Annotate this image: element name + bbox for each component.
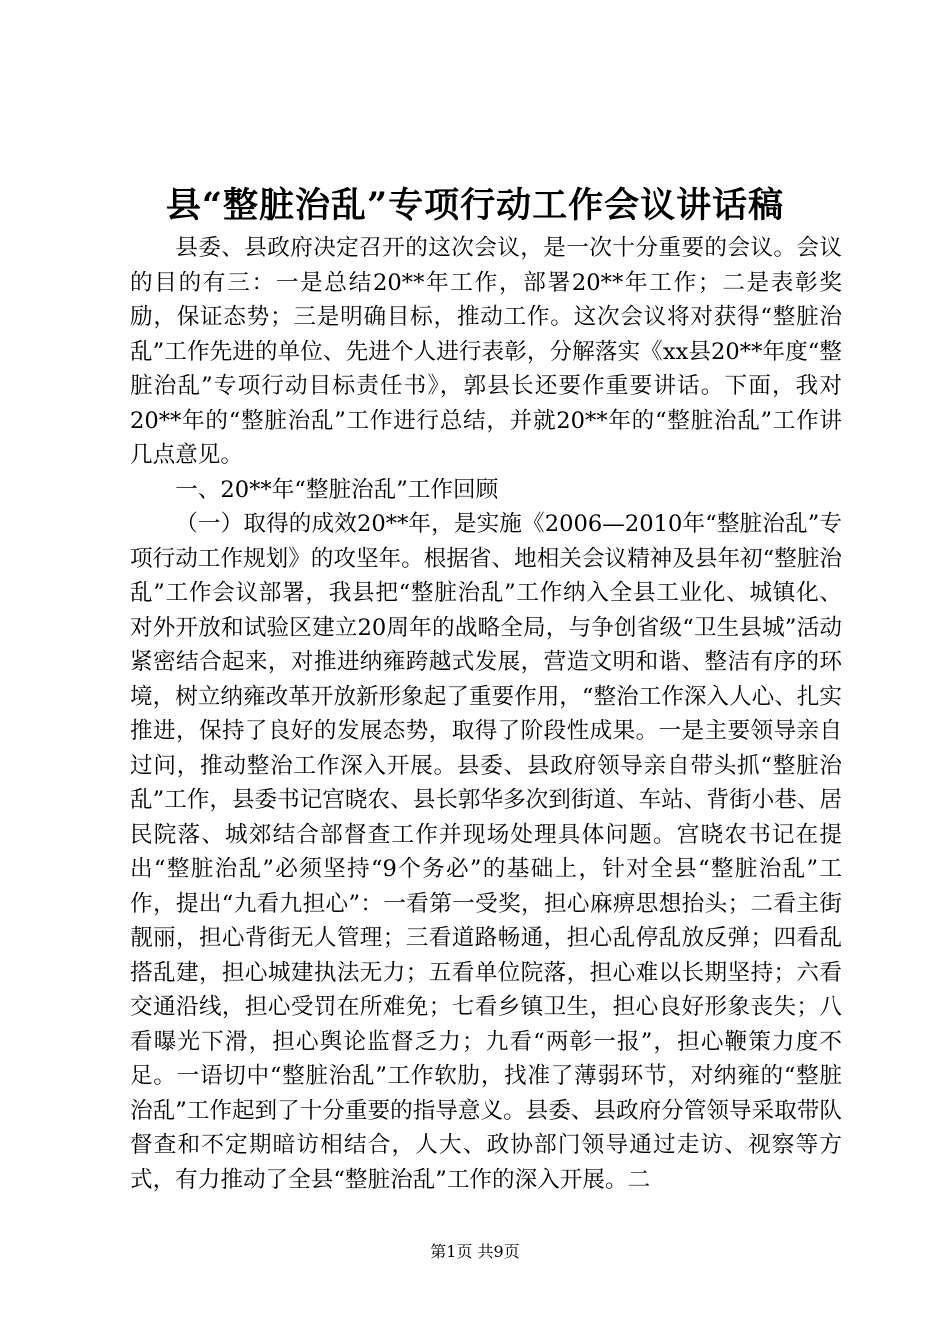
section-heading: 一、20**年“整脏治乱”工作回顾: [175, 476, 499, 503]
paragraph-achievements: （一）取得的成效20**年，是实施《2006—2010年“整脏治乱”专项行动工作规划》的攻坚年。根据省、地相关会议精神及县年初“整脏治乱”工作会议部署，我县把“整脏治乱”工作纳入全县工业化、城镇化、对外开放和试验区建立20周年的战略全局，与争创省级“卫生县城”活动紧密结合起来，对推进纳雍跨越式发展，营造文明和谐、整洁有序的环境，树立纳雍改革开放新形象起了重要作用，“整治工作深入人心、扎实推进，保持了良好的发展态势，取得了阶段性成果。一是主要领导亲自过问，推动整治工作深入开展。县委、县政府领导亲自带头抓“整脏治乱”工作，县委书记宫晓农、县长郭华多次到街道、车站、背街小巷、居民院落、城郊结合部督查工作并现场处理具体问题。宫晓农书记在提出“整脏治乱”必须坚持“9个务必”的基础上，针对全县“整脏治乱”工作，提出“九看九担心”：一看第一受奖，担心麻痹思想抬头；二看主街靓丽，担心背街无人管理；三看道路畅通，担心乱停乱放反弹；四看乱搭乱建，担心城建执法无力；五看单位院落，担心难以长期坚持；六看交通沿线，担心受罚在所难免；七看乡镇卫生，担心良好形象丧失；八看曝光下滑，担心舆论监督乏力；九看“两彰一报”，担心鞭策力度不足。一语切中“整脏治乱”工作软肋，找准了薄弱环节，对纳雍的“整脏治乱”工作起到了十分重要的指导意义。县委、县政府分管领导采取带队督查和不定期暗访相结合，人大、政协部门领导通过走访、视察等方式，有力推动了全县“整脏治乱”工作的深入开展。二: [130, 511, 842, 1193]
document-body: [130, 231, 842, 1197]
document-title: 县“整脏治乱”专项行动工作会议讲话稿: [165, 185, 785, 226]
page-number-footer: 第1页 共9页: [430, 1242, 520, 1261]
paragraph-intro: 县委、县政府决定召开的这次会议，是一次十分重要的会议。会议的目的有三：一是总结20**年工作，部署20**年工作；二是表彰奖励，保证态势；三是明确目标，推动工作。这次会议将对获得“整脏治乱”工作先进的单位、先进个人进行表彰，分解落实《xx县20**年度“整脏治乱”专项行动目标责任书》，郭县长还要作重要讲话。下面，我对20**年的“整脏治乱”工作进行总结，并就20**年的“整脏治乱”工作讲几点意见。: [130, 235, 842, 468]
